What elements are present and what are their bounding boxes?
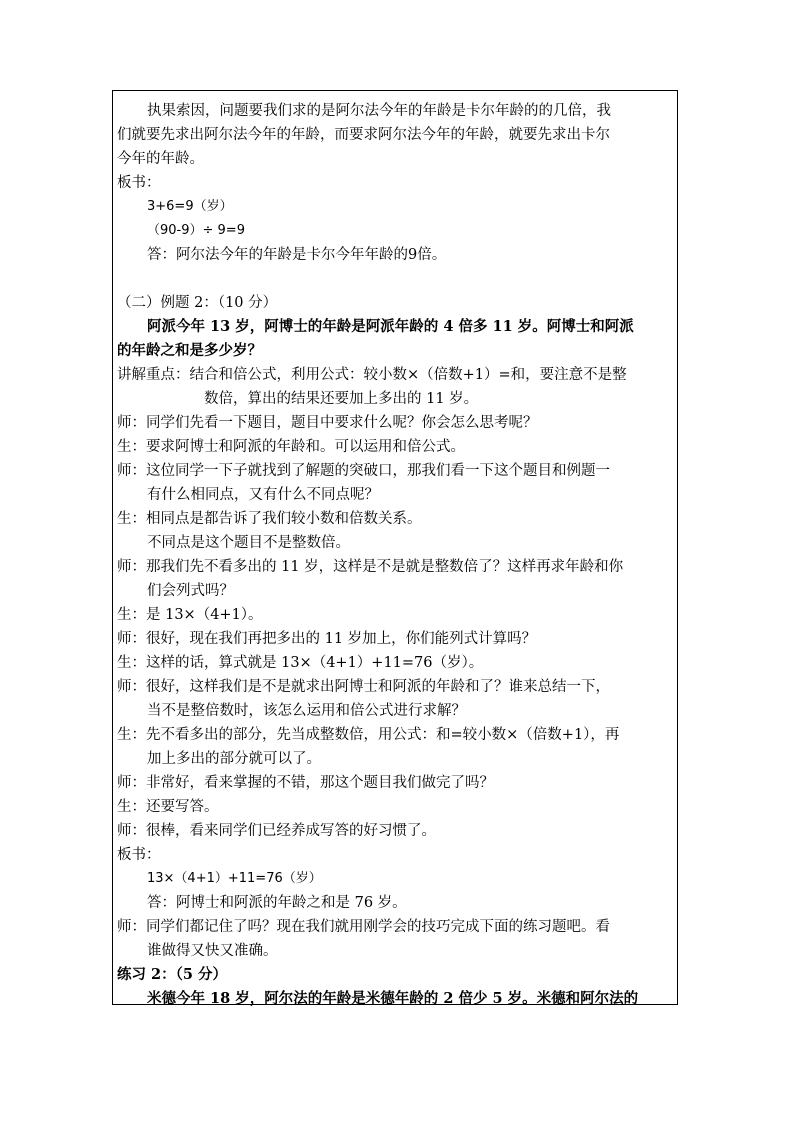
dialogue-line: 生：是 13×（4+1）。 bbox=[117, 607, 263, 623]
dialogue-line: 师：同学们都记住了吗？现在我们就用刚学会的技巧完成下面的练习题吧。看 bbox=[117, 919, 610, 935]
dialogue-line: 师：那我们先不看多出的 11 岁，这样是不是就是整数倍了？这样再求年龄和你 bbox=[117, 559, 624, 575]
formula-line: （90-9）÷ 9=9 bbox=[147, 223, 245, 238]
dialogue-line: 生：要求阿博士和阿派的年龄和。可以运用和倍公式。 bbox=[117, 439, 465, 455]
answer-line: 答：阿尔法今年的年龄是卡尔今年年龄的9倍。 bbox=[147, 247, 447, 263]
section-heading: （二）例题 2：（10 分） bbox=[117, 295, 278, 311]
board-label: 板书： bbox=[117, 175, 161, 191]
key-point: 数倍，算出的结果还要加上多出的 11 岁。 bbox=[204, 391, 479, 407]
problem-text: 米德今年 18 岁，阿尔法的年龄是米德年龄的 2 倍少 5 岁。米德和阿尔法的 bbox=[147, 990, 639, 1007]
text-line: 今年的年龄。 bbox=[117, 151, 204, 167]
problem-text: 的年龄之和是多少岁？ bbox=[117, 342, 262, 359]
exercise-heading: 练习 2：（5 分） bbox=[117, 966, 228, 983]
dialogue-line: 们会列式吗？ bbox=[147, 583, 234, 599]
dialogue-line: 谁做得又快又准确。 bbox=[147, 943, 278, 959]
dialogue-line: 师：同学们先看一下题目，题目中要求什么呢？你会怎么思考呢？ bbox=[117, 415, 538, 431]
dialogue-line: 生：相同点是都告诉了我们较小数和倍数关系。 bbox=[117, 511, 422, 527]
dialogue-line: 师：很棒，看来同学们已经养成写答的好习惯了。 bbox=[117, 823, 436, 839]
problem-text: 阿派今年 13 岁，阿博士的年龄是阿派年龄的 4 倍多 11 岁。阿博士和阿派 bbox=[147, 318, 634, 335]
lesson-table-cell bbox=[112, 90, 678, 1005]
dialogue-line: 师：非常好，看来掌握的不错，那这个题目我们做完了吗？ bbox=[117, 775, 494, 791]
dialogue-line: 生：这样的话，算式就是 13×（4+1）+11=76（岁）。 bbox=[117, 655, 484, 671]
formula-line: 3+6=9（岁） bbox=[147, 199, 233, 214]
dialogue-line: 师：很好，现在我们再把多出的 11 岁加上，你们能列式计算吗？ bbox=[117, 631, 537, 647]
dialogue-line: 不同点是这个题目不是整数倍。 bbox=[147, 535, 350, 551]
board-label: 板书： bbox=[117, 847, 161, 863]
text-line: 们就要先求出阿尔法今年的年龄，而要求阿尔法今年的年龄，就要先求出卡尔 bbox=[117, 127, 610, 143]
dialogue-line: 当不是整倍数时，该怎么运用和倍公式进行求解？ bbox=[147, 703, 466, 719]
dialogue-line: 生：先不看多出的部分，先当成整数倍，用公式：和=较小数×（倍数+1），再 bbox=[117, 727, 620, 743]
dialogue-line: 师：很好，这样我们是不是就求出阿博士和阿派的年龄和了？谁来总结一下， bbox=[117, 679, 610, 695]
dialogue-line: 加上多出的部分就可以了。 bbox=[147, 751, 321, 767]
dialogue-line: 师：这位同学一下子就找到了解题的突破口，那我们看一下这个题目和例题一 bbox=[117, 463, 610, 479]
key-point: 讲解重点：结合和倍公式，利用公式：较小数×（倍数+1）=和，要注意不是整 bbox=[117, 367, 627, 383]
text-line: 执果索因，问题要我们求的是阿尔法今年的年龄是卡尔年龄的的几倍，我 bbox=[147, 103, 611, 119]
dialogue-line: 有什么相同点，又有什么不同点呢？ bbox=[147, 487, 379, 503]
dialogue-line: 生：还要写答。 bbox=[117, 799, 219, 815]
answer-line: 答：阿博士和阿派的年龄之和是 76 岁。 bbox=[147, 895, 407, 911]
formula-line: 13×（4+1）+11=76（岁） bbox=[147, 871, 322, 886]
